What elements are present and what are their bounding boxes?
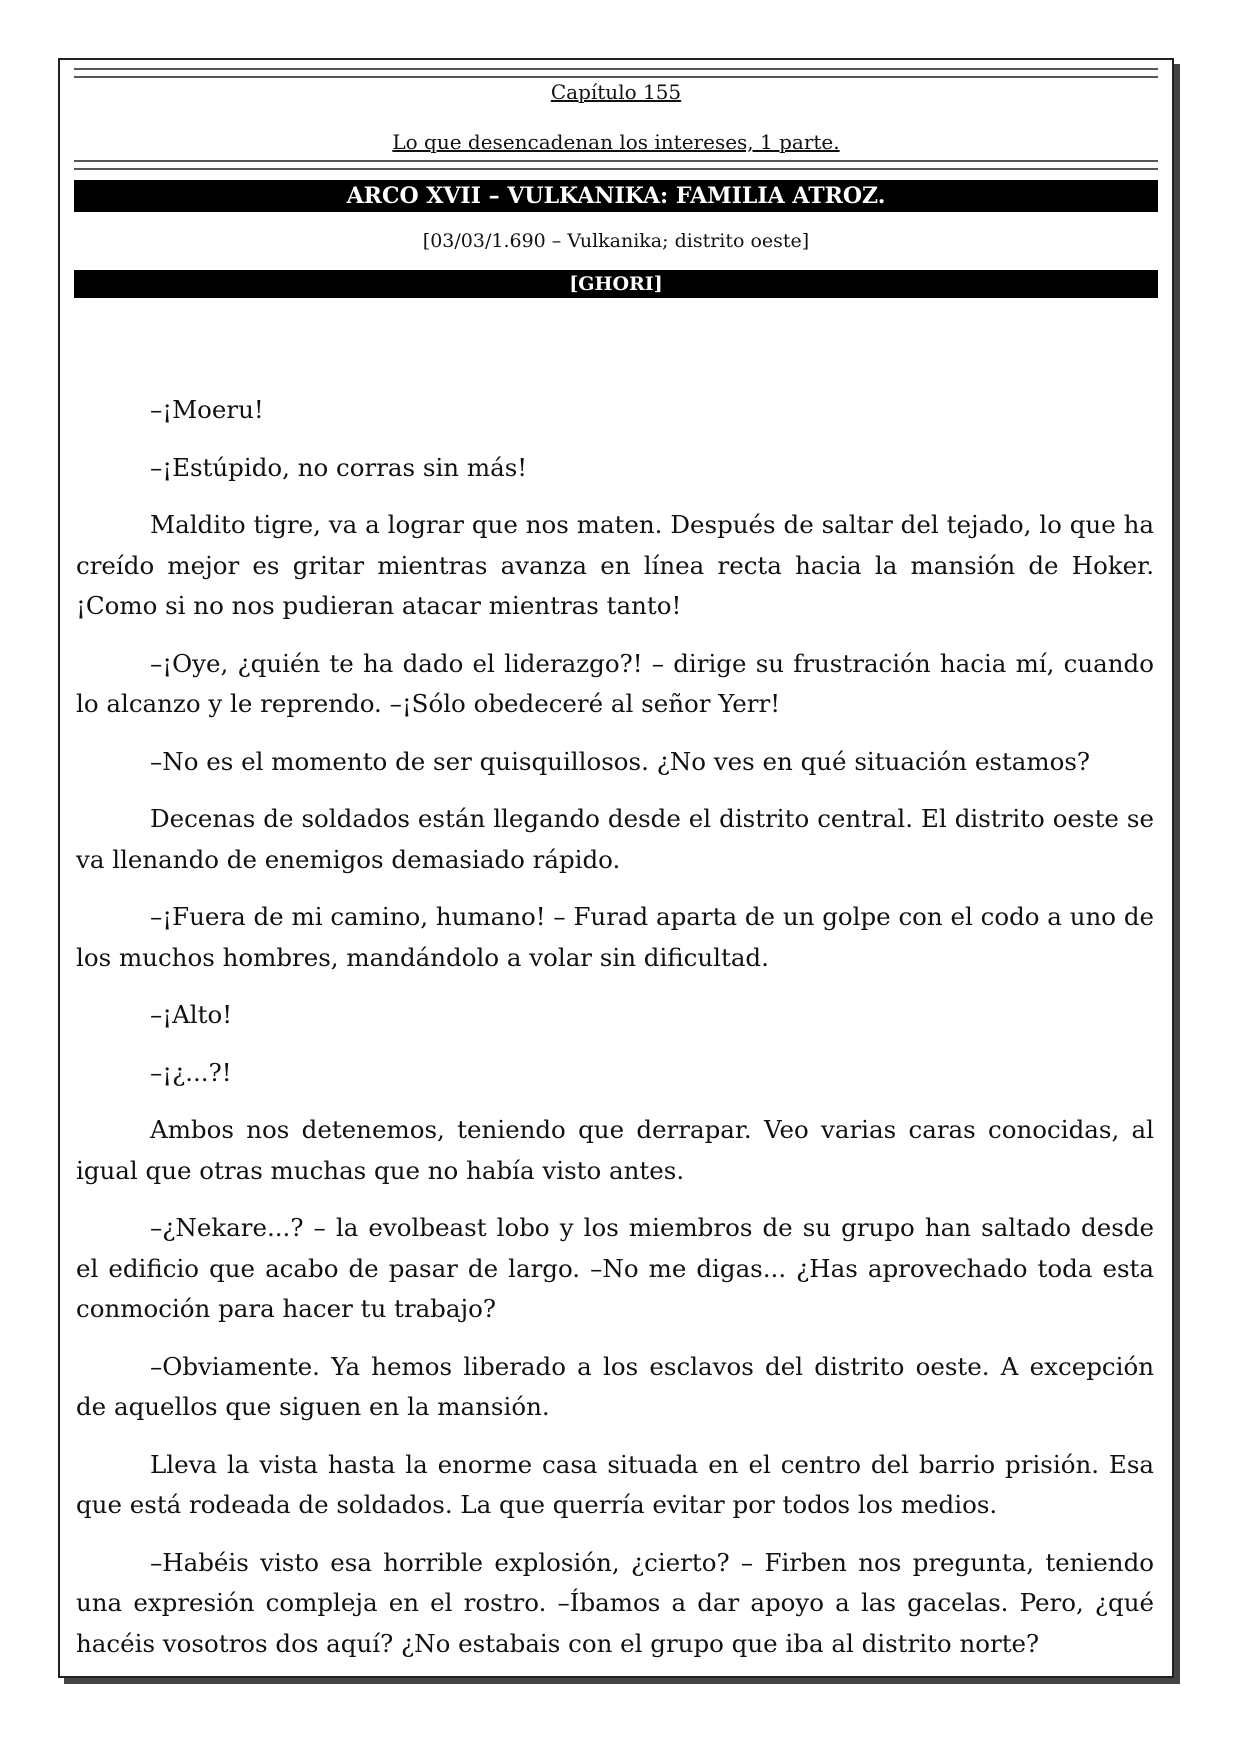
paragraph: –¡Fuera de mi camino, humano! – Furad aparta de un golpe con el codo a uno de los muchos hombres, mandándolo a volar sin dificultad. xyxy=(76,902,1154,972)
pov-banner: [GHORI] xyxy=(74,270,1158,298)
paragraph: –¡Oye, ¿quién te ha dado el liderazgo?! – dirige su frustración hacia mí, cuando lo alcanzo y le reprendo. –¡Sólo obedeceré al señor Yerr! xyxy=(76,648,1154,718)
mid-double-rule xyxy=(74,160,1158,170)
paragraph: –¡Estúpido, no corras sin más! xyxy=(150,452,528,482)
chapter-title: Capítulo 155 xyxy=(550,80,682,104)
paragraph: –¡¿...?! xyxy=(150,1057,232,1087)
location-line: [03/03/1.690 – Vulkanika; distrito oeste] xyxy=(422,230,810,252)
paragraph: Maldito tigre, va a lograr que nos maten. Después de saltar del tejado, lo que ha creído mejor es gritar mientras avanza en línea recta hacia la mansión de Hoker. ¡Como si no nos pudieran atacar mientras tanto! xyxy=(76,510,1154,620)
arc-banner: ARCO XVII – VULKANIKA: FAMILIA ATROZ. xyxy=(74,180,1158,212)
paragraph: –Obviamente. Ya hemos liberado a los esclavos del distrito oeste. A excepción de aquellos que siguen en la mansión. xyxy=(76,1351,1154,1421)
paragraph: –¿Nekare...? – la evolbeast lobo y los miembros de su grupo han saltado desde el edificio que acabo de pasar de largo. –No me digas... ¿Has aprovechado toda esta conmoción para hacer tu trabajo? xyxy=(76,1213,1154,1323)
paragraph: Decenas de soldados están llegando desde el distrito central. El distrito oeste se va llenando de enemigos demasiado rápido. xyxy=(76,804,1154,874)
paragraph: –¡Alto! xyxy=(150,1000,233,1029)
paragraph: –¡Moeru! xyxy=(150,395,264,424)
paragraph: Ambos nos detenemos, teniendo que derrapar. Veo varias caras conocidas, al igual que otras muchas que no había visto antes. xyxy=(76,1115,1154,1185)
paragraph: –No es el momento de ser quisquillosos. ¿No ves en qué situación estamos? xyxy=(150,746,1091,776)
chapter-subtitle: Lo que desencadenan los intereses, 1 parte. xyxy=(392,130,840,154)
paragraph: Lleva la vista hasta la enorme casa situada en el centro del barrio prisión. Esa que está rodeada de soldados. La que querría evitar por todos los medios. xyxy=(76,1449,1154,1519)
body-text xyxy=(76,390,1154,1681)
page-frame xyxy=(58,58,1174,1678)
top-double-rule xyxy=(74,68,1158,78)
paragraph: –Habéis visto esa horrible explosión, ¿cierto? – Firben nos pregunta, teniendo una expresión compleja en el rostro. –Íbamos a dar apoyo a las gacelas. Pero, ¿qué hacéis vosotros dos aquí? ¿No estabais con el grupo que iba al distrito norte? xyxy=(76,1547,1154,1658)
